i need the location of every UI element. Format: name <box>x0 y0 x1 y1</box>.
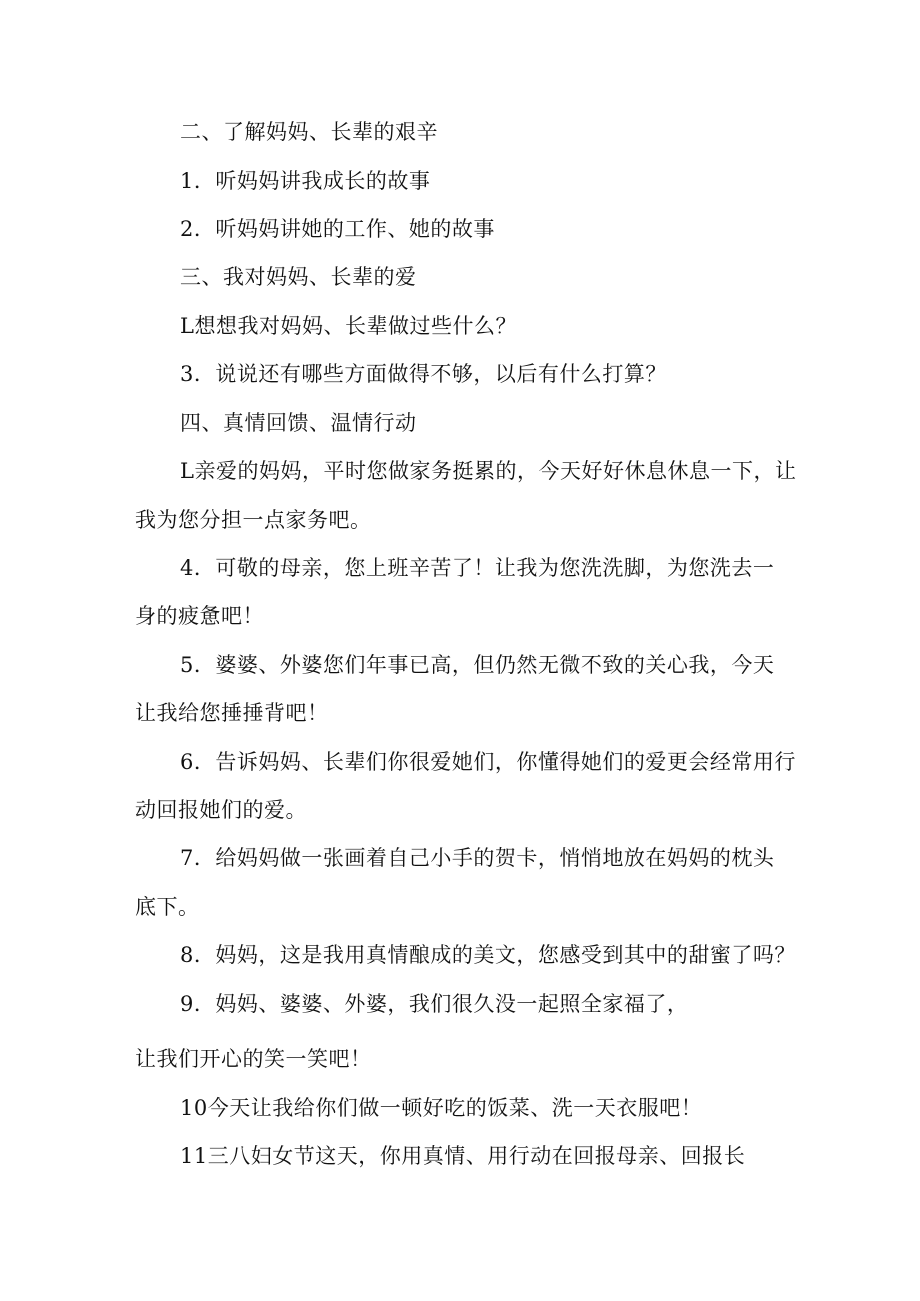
paragraph-7-line1: 7．给妈妈做一张画着自己小手的贺卡，悄悄地放在妈妈的枕头 <box>180 846 775 870</box>
paragraph-5-line1: 5．婆婆、外婆您们年事已高，但仍然无微不致的关心我，今天 <box>180 653 775 677</box>
paragraph-4-line2: 身的疲惫吧！ <box>135 604 264 628</box>
paragraph-6-line1: 6．告诉妈妈、长辈们你很爱她们，你懂得她们的爱更会经常用行 <box>180 750 796 774</box>
paragraph-9-line1: 9．妈妈、婆婆、外婆，我们很久没一起照全家福了， <box>180 992 689 1016</box>
section-heading-2: 二、了解妈妈、长辈的艰辛 <box>180 120 438 144</box>
paragraph-l1-line2: 我为您分担一点家务吧。 <box>135 508 372 532</box>
section-heading-4: 四、真情回馈、温情行动 <box>180 411 417 435</box>
paragraph-10: 10今天让我给你们做一顿好吃的饭菜、洗一天衣服吧！ <box>180 1096 703 1120</box>
paragraph-8: 8．妈妈，这是我用真情酿成的美文，您感受到其中的甜蜜了吗？ <box>180 943 796 967</box>
paragraph-5-line2: 让我给您捶捶背吧！ <box>135 701 329 725</box>
list-item-1: 1．听妈妈讲我成长的故事 <box>180 169 431 193</box>
list-item-3: 3．说说还有哪些方面做得不够，以后有什么打算？ <box>180 362 667 386</box>
paragraph-l1-line1: L亲爱的妈妈，平时您做家务挺累的，今天好好休息休息一下，让 <box>180 459 797 483</box>
paragraph-4-line1: 4．可敬的母亲，您上班辛苦了！让我为您洗洗脚，为您洗去一 <box>180 556 775 580</box>
list-item-2: 2．听妈妈讲她的工作、她的故事 <box>180 217 495 241</box>
paragraph-11: 11三八妇女节这天，你用真情、用行动在回报母亲、回报长 <box>180 1144 746 1168</box>
paragraph-7-line2: 底下。 <box>135 895 200 919</box>
list-item-l1: L想想我对妈妈、长辈做过些什么？ <box>180 314 517 338</box>
section-heading-3: 三、我对妈妈、长辈的爱 <box>180 265 417 289</box>
paragraph-6-line2: 动回报她们的爱。 <box>135 798 307 822</box>
paragraph-9-line2: 让我们开心的笑一笑吧！ <box>135 1047 372 1071</box>
